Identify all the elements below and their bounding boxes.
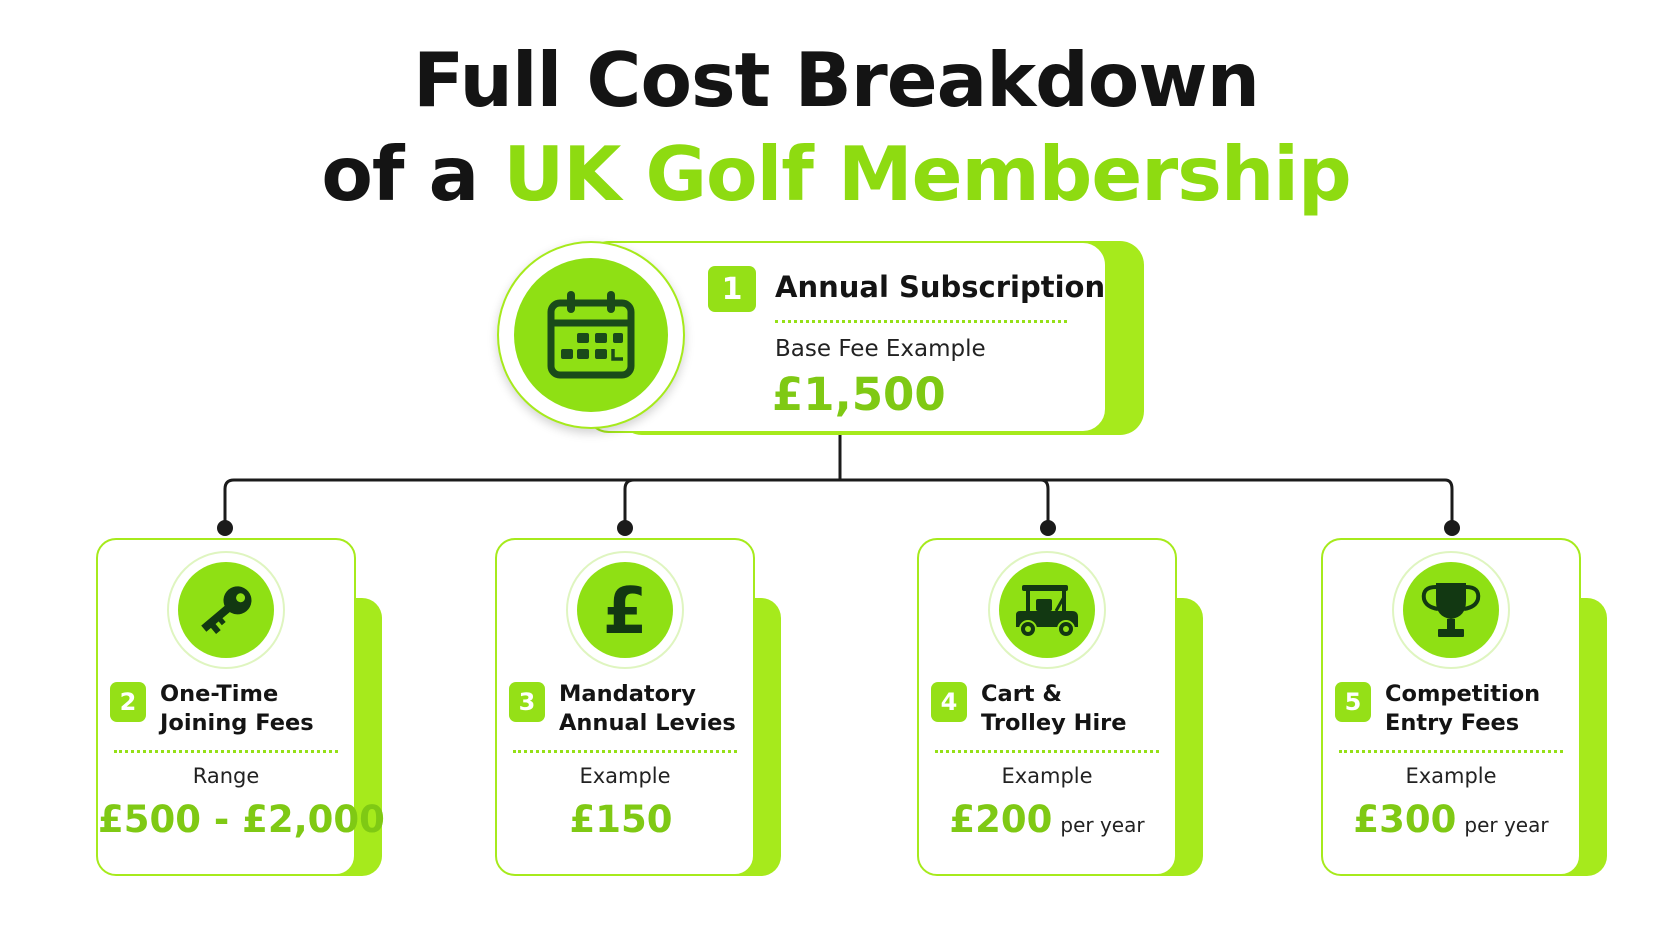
annual-levies-value: £150 xyxy=(569,798,673,841)
annual-levies-divider xyxy=(513,750,737,753)
annual-levies-icon-ring xyxy=(566,551,684,669)
connector-drop-4 xyxy=(1041,480,1048,525)
joining-fees-divider xyxy=(114,750,338,753)
competition-fees-icon-ring xyxy=(1392,551,1510,669)
joining-fees-icon-ring xyxy=(167,551,285,669)
cart-hire-title: Cart & Trolley Hire xyxy=(981,681,1127,736)
competition-fees-label: Example xyxy=(1405,764,1497,788)
cart-hire-number-badge: 4 xyxy=(931,682,967,722)
cart-hire-icon-ring xyxy=(988,551,1106,669)
trophy-icon xyxy=(1416,575,1486,645)
annual-levies-card xyxy=(495,538,755,876)
joining-fees-value: £500 - £2,000 xyxy=(98,798,385,841)
connector-dot-4 xyxy=(1040,520,1056,536)
connector-drop-3 xyxy=(625,480,634,525)
connector-dot-3 xyxy=(617,520,633,536)
competition-fees-value: £300 per year xyxy=(1353,798,1549,841)
annual-subscription-icon-ring xyxy=(497,241,685,429)
pound-sign-icon xyxy=(590,575,660,645)
golf-cart-icon xyxy=(1008,575,1086,645)
calendar-icon xyxy=(543,287,639,383)
page-title-line-1: Full Cost Breakdown xyxy=(413,36,1259,124)
competition-fees-number-badge: 5 xyxy=(1335,682,1371,722)
annual-levies-label: Example xyxy=(579,764,671,788)
connector-dot-5 xyxy=(1444,520,1460,536)
competition-fees-card xyxy=(1321,538,1581,876)
annual-subscription-number-badge: 1 xyxy=(708,266,756,312)
annual-levies-title: Mandatory Annual Levies xyxy=(559,681,736,736)
annual-subscription-value: £1,500 xyxy=(772,368,946,421)
annual-subscription-label: Base Fee Example xyxy=(775,336,986,362)
joining-fees-number-badge: 2 xyxy=(110,682,146,722)
annual-subscription-divider xyxy=(775,320,1067,323)
cart-hire-label: Example xyxy=(1001,764,1093,788)
competition-fees-divider xyxy=(1339,750,1563,753)
key-icon xyxy=(191,575,261,645)
title-highlight: UK Golf Membership xyxy=(503,130,1351,218)
cart-hire-value: £200 per year xyxy=(949,798,1145,841)
svg-text:£: £ xyxy=(602,575,648,645)
joining-fees-title: One-Time Joining Fees xyxy=(160,681,314,736)
annual-levies-number-badge: 3 xyxy=(509,682,545,722)
annual-subscription-title: Annual Subscription xyxy=(775,270,1106,304)
title-prefix: of a xyxy=(321,130,479,218)
cart-hire-card xyxy=(917,538,1177,876)
joining-fees-label: Range xyxy=(192,764,260,788)
joining-fees-card xyxy=(96,538,385,876)
competition-fees-title: Competition Entry Fees xyxy=(1385,681,1541,736)
connector-drop-5 xyxy=(1445,480,1452,525)
connector-dot-2 xyxy=(217,520,233,536)
connector-drop-2 xyxy=(225,480,234,525)
cart-hire-divider xyxy=(935,750,1159,753)
